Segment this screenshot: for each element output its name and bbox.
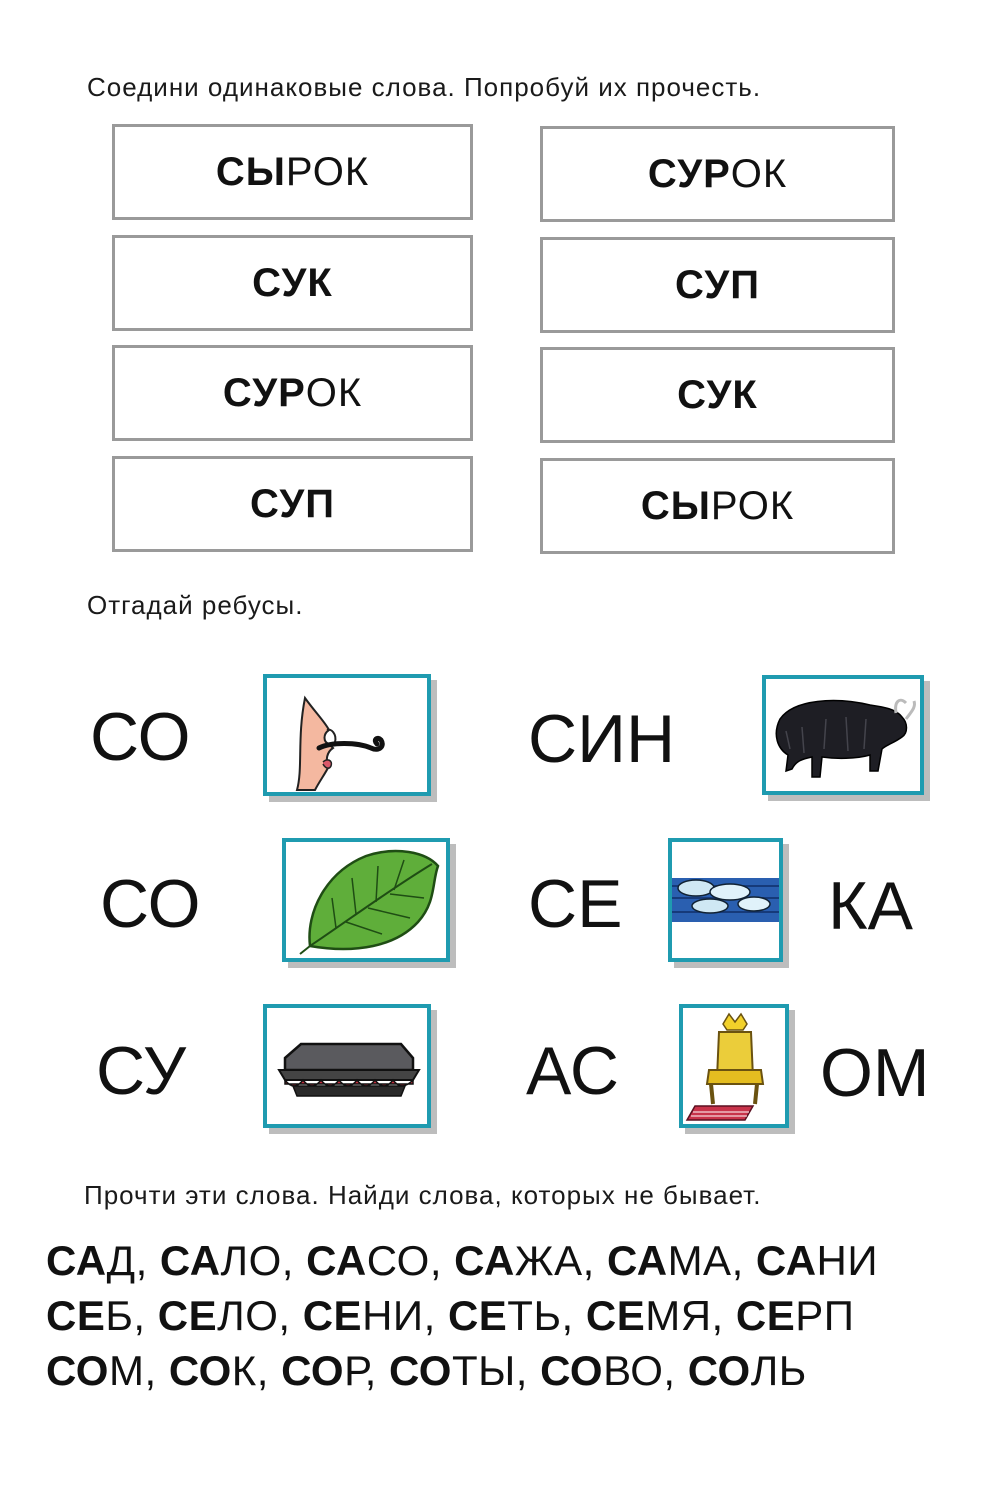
word-rest-part: ОК	[730, 151, 788, 196]
word-ending: К	[231, 1347, 257, 1394]
word-rest-part: РОК	[285, 149, 370, 194]
word-bold-part: СЫ	[215, 149, 286, 194]
throne-icon	[679, 1004, 789, 1128]
rebus-syllable: СЕ	[528, 866, 623, 942]
word-bold-part: СУК	[677, 372, 758, 417]
word-ending: Д	[106, 1237, 136, 1284]
syllable-bold: СА	[306, 1237, 367, 1284]
word-ending: ЛО	[217, 1292, 279, 1339]
word-ending: ЖА	[514, 1237, 583, 1284]
syllable-bold: СЕ	[447, 1292, 508, 1339]
word-card-left-4[interactable]	[112, 456, 473, 552]
yak-icon	[762, 675, 924, 795]
word-ending: ТЬ	[507, 1292, 562, 1339]
syllable-bold: СЕ	[46, 1292, 106, 1339]
word-ending: НИ	[362, 1292, 424, 1339]
rebus-syllable: СО	[90, 699, 191, 775]
word-ending: ЛЬ	[750, 1347, 807, 1394]
word-ending: ЛО	[220, 1237, 282, 1284]
word-bold-part: СУК	[252, 260, 333, 305]
word-ending: МЯ	[645, 1292, 712, 1339]
syllable-bold: СЕ	[735, 1292, 796, 1339]
word-ending: Р	[344, 1347, 365, 1394]
syllable-bold: СО	[46, 1347, 109, 1394]
instruction-find-words: Прочти эти слова. Найди слова, которых не бывает.	[84, 1180, 762, 1210]
word-bold-part: СУП	[675, 262, 760, 307]
syllable-bold: СЕ	[157, 1292, 218, 1339]
word-ending: РП	[795, 1292, 855, 1339]
word-ending: МА	[667, 1237, 732, 1284]
word-card-right-3[interactable]	[540, 347, 895, 443]
syllable-bold: СА	[159, 1237, 221, 1284]
word-card-left-1[interactable]	[112, 124, 473, 220]
word-card-left-2[interactable]	[112, 235, 473, 331]
coffin-icon	[263, 1004, 431, 1128]
word-rest-part: ОК	[305, 370, 363, 415]
word-bold-part: СУР	[647, 151, 731, 196]
syllable-bold: СЕ	[302, 1292, 363, 1339]
ice-floes-icon	[668, 838, 783, 962]
word-ending: ТЫ	[451, 1347, 516, 1394]
word-card-right-2[interactable]	[540, 237, 895, 333]
rebus-syllable: КА	[828, 868, 913, 944]
syllable-bold: СО	[281, 1347, 345, 1394]
syllable-bold: СО	[687, 1347, 751, 1394]
word-rest-part: РОК	[710, 483, 795, 528]
rebus-syllable: АС	[526, 1033, 619, 1109]
word-line-1: САД, САЛО, САСО, САЖА, САМА, САНИ	[46, 1237, 879, 1284]
syllable-bold: СА	[606, 1237, 668, 1284]
rebus-syllable: СИН	[528, 701, 676, 777]
word-card-left-3[interactable]	[112, 345, 473, 441]
word-bold-part: СУП	[250, 481, 335, 526]
word-ending: НИ	[816, 1237, 879, 1284]
word-card-right-1[interactable]	[540, 126, 895, 222]
syllable-bold: СО	[388, 1347, 452, 1394]
word-ending: ВО	[603, 1347, 664, 1394]
instruction-match-words: Соедини одинаковые слова. Попробуй их прочесть.	[87, 72, 762, 102]
word-ending: М	[108, 1347, 145, 1394]
syllable-bold: СА	[755, 1237, 817, 1284]
nose-mustache-icon	[263, 674, 431, 796]
syllable-bold: СО	[168, 1347, 232, 1394]
syllable-bold: СО	[540, 1347, 604, 1394]
syllable-bold: СА	[46, 1237, 107, 1284]
word-bold-part: СУР	[222, 370, 306, 415]
syllable-bold: СА	[454, 1237, 515, 1284]
word-bold-part: СЫ	[640, 483, 711, 528]
rebus-syllable: СУ	[96, 1033, 187, 1109]
syllable-bold: СЕ	[585, 1292, 646, 1339]
rebus-syllable: СО	[100, 866, 201, 942]
instruction-rebus: Отгадай ребусы.	[87, 590, 304, 620]
word-line-3: СОМ, СОК, СОР, СОТЫ, СОВО, СОЛЬ	[46, 1347, 807, 1394]
leaf-icon	[282, 838, 450, 962]
word-ending: СО	[366, 1237, 430, 1284]
word-line-2: СЕБ, СЕЛО, СЕНИ, СЕТЬ, СЕМЯ, СЕРП	[46, 1292, 855, 1339]
word-ending: Б	[105, 1292, 134, 1339]
word-card-right-4[interactable]	[540, 458, 895, 554]
rebus-syllable: ОМ	[820, 1035, 930, 1111]
